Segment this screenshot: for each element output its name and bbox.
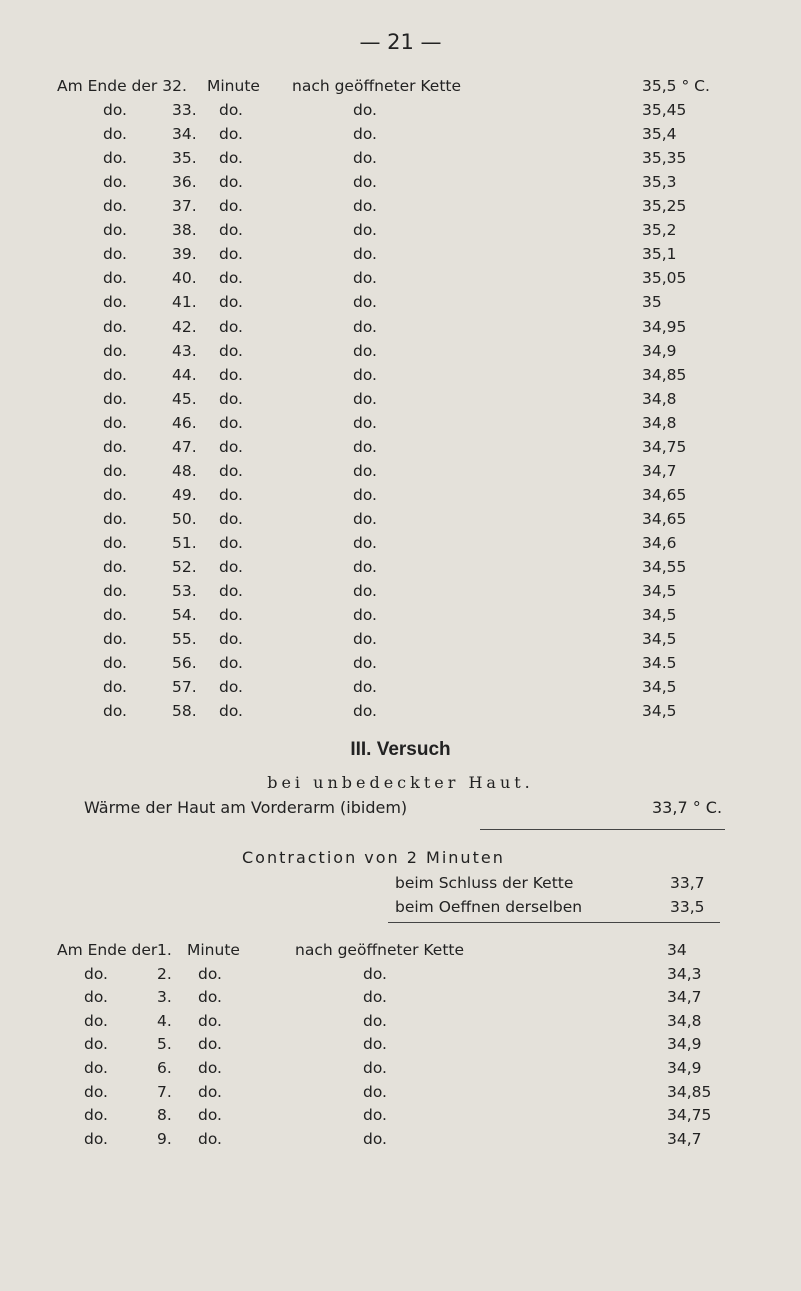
table-row (0, 339, 801, 363)
close-value: 33,7 (670, 874, 705, 892)
col-label: do. (103, 654, 127, 673)
close-label: beim Schluss der Kette (395, 874, 574, 892)
col-condition: nach geöffneter Kette (292, 77, 462, 95)
minute-number: 39. (172, 245, 197, 264)
col-unit: do. (219, 125, 243, 144)
table-row (0, 579, 801, 603)
table-row (0, 74, 801, 98)
table-row (0, 411, 801, 435)
col-condition: do. (353, 317, 377, 336)
minute-number: 38. (172, 221, 197, 240)
divider-rule (388, 922, 720, 923)
col-condition: do. (353, 221, 377, 240)
table-row (0, 1032, 801, 1056)
table-row (0, 98, 801, 122)
minute-number: 48. (172, 461, 197, 480)
table-row (0, 459, 801, 483)
divider-rule (480, 829, 725, 830)
table-row (0, 290, 801, 314)
skin-warmth-value: 33,7 ° C. (652, 798, 723, 817)
col-condition: do. (353, 245, 377, 264)
temperature-value: 34,55 (642, 558, 687, 576)
col-condition: do. (353, 173, 377, 192)
table-row (0, 242, 801, 266)
section-subheading: bei unbedeckter Haut. (267, 773, 534, 792)
col-condition: do. (353, 533, 377, 552)
col-unit: do. (219, 582, 243, 601)
col-label: do. (103, 558, 127, 576)
minute-number: 43. (172, 341, 197, 360)
open-label: beim Oeffnen derselben (395, 898, 583, 916)
col-condition: do. (353, 461, 377, 480)
col-condition: do. (353, 389, 377, 408)
table-row (0, 627, 801, 651)
col-label: Am Ende der 32. (57, 77, 187, 95)
temperature-value: 35,2 (642, 221, 677, 240)
section-heading: III. Versuch (350, 739, 451, 760)
col-condition: do. (353, 365, 377, 384)
col-unit: do. (219, 245, 243, 264)
col-label: do. (103, 173, 127, 192)
col-unit: do. (198, 1129, 222, 1148)
col-label: do. (103, 606, 127, 625)
temperature-value: 34,7 (667, 1129, 702, 1148)
minute-number: 7. (157, 1082, 172, 1101)
minute-number: 47. (172, 437, 197, 456)
col-unit: Minute (187, 941, 240, 959)
table-row (0, 170, 801, 194)
minute-number: 6. (157, 1059, 172, 1077)
temperature-value: 34,9 (667, 1035, 702, 1054)
col-label: do. (103, 509, 127, 528)
col-label: do. (103, 678, 127, 697)
col-unit: do. (219, 173, 243, 192)
col-unit: do. (219, 485, 243, 504)
col-condition: do. (353, 149, 377, 168)
col-label: do. (84, 1129, 108, 1148)
col-label: do. (103, 101, 127, 120)
col-label: do. (103, 365, 127, 384)
table-row (0, 363, 801, 387)
col-label: do. (84, 1059, 108, 1077)
col-condition: do. (353, 702, 377, 721)
table-row (0, 387, 801, 411)
temperature-value: 34,5 (642, 606, 677, 625)
minute-number: 51. (172, 533, 197, 552)
col-label: do. (103, 582, 127, 601)
col-label: do. (103, 293, 127, 312)
temperature-value: 34,85 (667, 1082, 712, 1101)
minute-number: 37. (172, 197, 197, 216)
col-unit: do. (219, 365, 243, 384)
col-unit: do. (219, 221, 243, 240)
col-condition: do. (353, 125, 377, 144)
minute-number: 2. (157, 964, 172, 983)
minute-number: 53. (172, 582, 197, 601)
table-row (0, 218, 801, 242)
col-unit: do. (219, 509, 243, 528)
col-condition: do. (353, 509, 377, 528)
col-condition: do. (363, 1011, 387, 1030)
col-unit: do. (219, 149, 243, 168)
temperature-value: 34,95 (642, 317, 687, 336)
col-unit: do. (219, 437, 243, 456)
col-unit: do. (219, 341, 243, 360)
temperature-value: 34,5 (642, 582, 677, 601)
temperature-value: 34,8 (642, 413, 677, 432)
minute-number: 45. (172, 389, 197, 408)
contraction-title: Contraction von 2 Minuten (242, 848, 505, 867)
table-row (0, 603, 801, 627)
table-row (0, 1056, 801, 1080)
minute-number: 42. (172, 317, 197, 336)
col-label: do. (103, 125, 127, 144)
col-condition: do. (353, 341, 377, 360)
minute-number: 41. (172, 293, 197, 312)
table-row (0, 531, 801, 555)
col-condition: do. (353, 630, 377, 649)
minute-number: 5. (157, 1035, 172, 1054)
temperature-value: 34.5 (642, 654, 677, 673)
col-label: do. (103, 702, 127, 721)
col-label: do. (103, 149, 127, 168)
col-unit: do. (219, 654, 243, 673)
table-row (0, 651, 801, 675)
col-unit: do. (219, 293, 243, 312)
minute-number: 35. (172, 149, 197, 168)
col-unit: do. (198, 1011, 222, 1030)
temperature-value: 34,9 (667, 1059, 702, 1077)
temperature-value: 35,1 (642, 245, 677, 264)
minute-number: 54. (172, 606, 197, 625)
temperature-value: 35,45 (642, 101, 687, 120)
minute-number: 56. (172, 654, 197, 673)
table-row (0, 507, 801, 531)
col-unit: do. (219, 317, 243, 336)
col-label: do. (84, 1011, 108, 1030)
col-label: do. (84, 1106, 108, 1125)
col-condition: do. (353, 654, 377, 673)
temperature-value: 35,25 (642, 197, 687, 216)
col-unit: do. (219, 533, 243, 552)
minute-number: 46. (172, 413, 197, 432)
minute-number: 34. (172, 125, 197, 144)
col-unit: do. (219, 702, 243, 721)
col-condition: do. (353, 606, 377, 625)
col-label: do. (103, 630, 127, 649)
col-unit: do. (198, 1106, 222, 1125)
minute-number: 58. (172, 702, 197, 721)
temperature-value: 34,7 (667, 988, 702, 1007)
col-label: do. (103, 389, 127, 408)
col-label: do. (84, 1035, 108, 1054)
table-row (0, 483, 801, 507)
temperature-value: 34,85 (642, 365, 687, 384)
table-row (0, 675, 801, 699)
temperature-value: 35 (642, 293, 662, 312)
col-condition: do. (363, 988, 387, 1007)
col-unit: do. (219, 413, 243, 432)
col-condition: do. (363, 1082, 387, 1101)
temperature-value: 35,5 ° C. (642, 77, 710, 95)
temperature-value: 34,65 (642, 485, 687, 504)
col-condition: do. (353, 485, 377, 504)
col-unit: do. (198, 1035, 222, 1054)
col-condition: do. (353, 269, 377, 288)
table-row (0, 1103, 801, 1127)
col-condition: do. (363, 964, 387, 983)
col-unit: do. (219, 389, 243, 408)
col-condition: do. (353, 437, 377, 456)
col-label: do. (103, 221, 127, 240)
minute-number: 50. (172, 509, 197, 528)
col-unit: do. (198, 964, 222, 983)
minute-number: 55. (172, 630, 197, 649)
col-unit: do. (219, 101, 243, 120)
col-unit: do. (198, 988, 222, 1007)
temperature-value: 34,6 (642, 533, 677, 552)
minute-number: 3. (157, 988, 172, 1007)
minute-number: 1. (157, 941, 172, 959)
table-row (0, 962, 801, 986)
table-row (0, 1080, 801, 1104)
table-row (0, 985, 801, 1009)
minute-number: 40. (172, 269, 197, 288)
temperature-value: 35,3 (642, 173, 677, 192)
col-unit: do. (219, 630, 243, 649)
minute-number: 49. (172, 485, 197, 504)
page-number: — 21 — (359, 30, 442, 54)
temperature-value: 34 (667, 941, 687, 959)
temperature-value: 34,8 (642, 389, 677, 408)
col-condition: do. (353, 197, 377, 216)
table-row (0, 315, 801, 339)
skin-warmth-label: Wärme der Haut am Vorderarm (ibidem) (84, 798, 408, 817)
col-unit: do. (219, 461, 243, 480)
temperature-value: 35,05 (642, 269, 687, 288)
col-condition: do. (353, 413, 377, 432)
col-label: do. (103, 485, 127, 504)
temperature-value: 34,5 (642, 678, 677, 697)
minute-number: 8. (157, 1106, 172, 1125)
table-row (0, 266, 801, 290)
table-row (0, 122, 801, 146)
col-label: do. (84, 1082, 108, 1101)
temperature-value: 34,8 (667, 1011, 702, 1030)
col-label: do. (103, 413, 127, 432)
col-label: do. (103, 317, 127, 336)
col-condition: do. (353, 293, 377, 312)
col-label: do. (84, 988, 108, 1007)
minute-number: 4. (157, 1011, 172, 1030)
table-row (0, 146, 801, 170)
minute-number: 36. (172, 173, 197, 192)
col-condition: do. (363, 1035, 387, 1054)
temperature-value: 34,5 (642, 702, 677, 721)
open-value: 33,5 (670, 898, 705, 916)
col-condition: do. (353, 678, 377, 697)
table-row (0, 1009, 801, 1033)
col-label: do. (103, 533, 127, 552)
table-row (0, 435, 801, 459)
temperature-value: 34,3 (667, 964, 702, 983)
minute-number: 33. (172, 101, 197, 120)
temperature-value: 34,75 (667, 1106, 712, 1125)
temperature-value: 35,35 (642, 149, 687, 168)
col-condition: do. (353, 582, 377, 601)
temperature-value: 34,7 (642, 461, 677, 480)
col-unit: do. (219, 197, 243, 216)
col-condition: nach geöffneter Kette (295, 941, 465, 959)
col-unit: do. (198, 1059, 222, 1077)
temperature-value: 34,75 (642, 437, 687, 456)
col-label: do. (103, 197, 127, 216)
temperature-value: 35,4 (642, 125, 677, 144)
col-unit: do. (219, 678, 243, 697)
table-row (0, 938, 801, 962)
table-row (0, 1127, 801, 1151)
col-label: do. (84, 964, 108, 983)
col-unit: do. (198, 1082, 222, 1101)
col-label: Am Ende der (57, 941, 158, 959)
temperature-value: 34,9 (642, 341, 677, 360)
col-unit: do. (219, 269, 243, 288)
temperature-value: 34,5 (642, 630, 677, 649)
col-condition: do. (363, 1106, 387, 1125)
table-row (0, 194, 801, 218)
col-label: do. (103, 437, 127, 456)
col-label: do. (103, 269, 127, 288)
temperature-value: 34,65 (642, 509, 687, 528)
col-label: do. (103, 461, 127, 480)
col-condition: do. (363, 1059, 387, 1077)
col-unit: do. (219, 558, 243, 576)
minute-number: 9. (157, 1129, 172, 1148)
col-label: do. (103, 245, 127, 264)
col-label: do. (103, 341, 127, 360)
col-unit: Minute (207, 77, 260, 95)
minute-number: 52. (172, 558, 197, 576)
col-condition: do. (353, 558, 377, 576)
minute-number: 44. (172, 365, 197, 384)
col-condition: do. (353, 101, 377, 120)
table-row (0, 699, 801, 723)
table-row (0, 555, 801, 579)
minute-number: 57. (172, 678, 197, 697)
col-unit: do. (219, 606, 243, 625)
col-condition: do. (363, 1129, 387, 1148)
